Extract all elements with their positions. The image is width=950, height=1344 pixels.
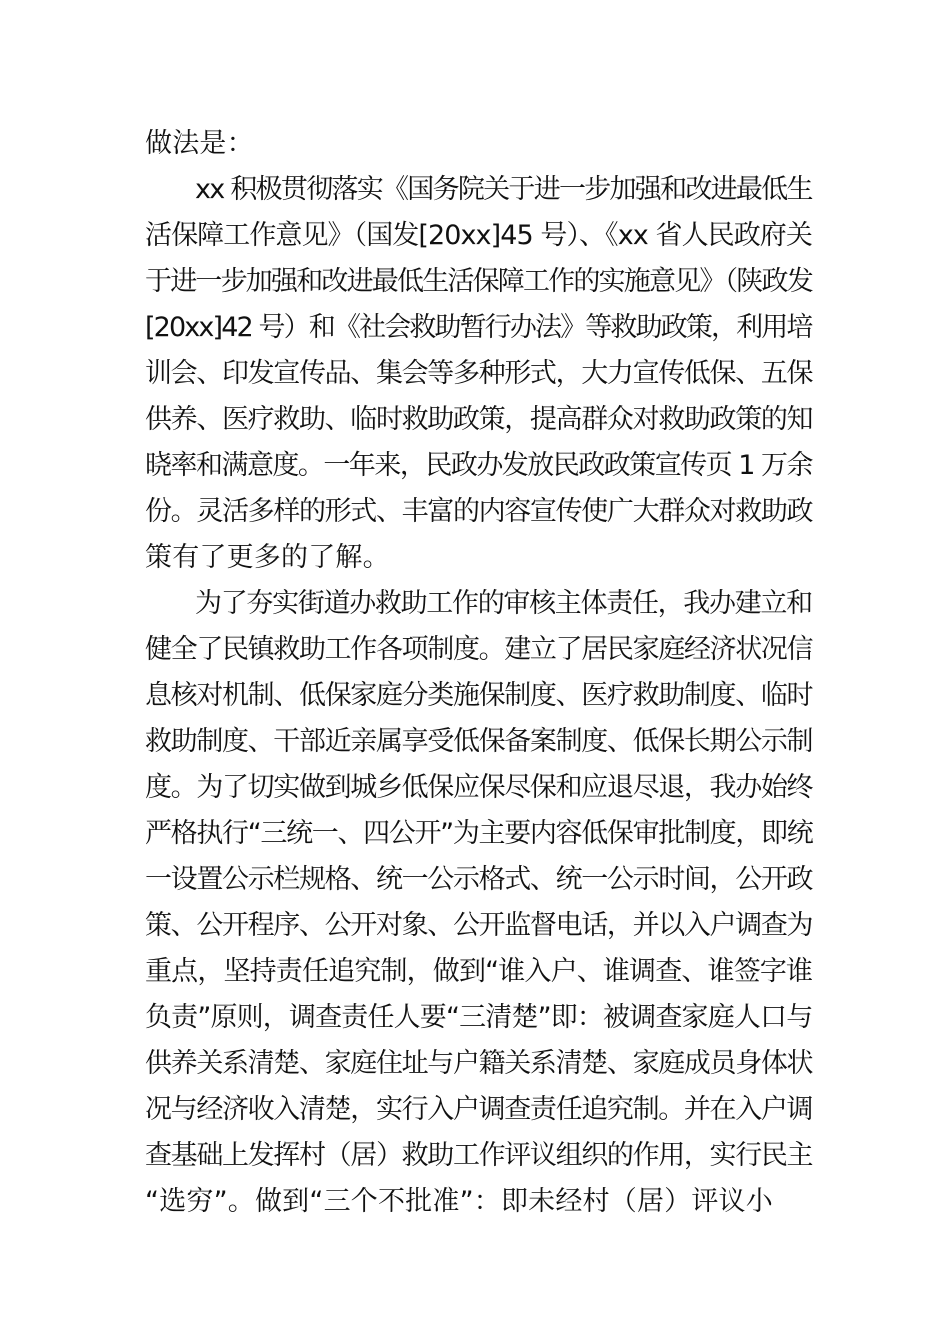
text-line: 况与经济收入清楚，实行入户调查责任追究制。并在入户调 [145, 1094, 813, 1125]
text-line: 份。灵活多样的形式、丰富的内容宣传使广大群众对救助政 [145, 496, 813, 527]
text-line: 供养、医疗救助、临时救助政策，提高群众对救助政策的知 [145, 404, 813, 435]
text-line: 健全了民镇救助工作各项制度。建立了居民家庭经济状况信 [145, 634, 813, 665]
text-line: 晓率和满意度。一年来，民政办发放民政政策宣传页 1 万余 [145, 450, 812, 481]
text-line: 训会、印发宣传品、集会等多种形式，大力宣传低保、五保 [145, 358, 813, 389]
text-line: 息核对机制、低保家庭分类施保制度、医疗救助制度、临时 [145, 680, 813, 711]
text-line: [20xx]42 号）和《社会救助暂行办法》等救助政策，利用培 [145, 312, 812, 343]
text-line: 于进一步加强和改进最低生活保障工作的实施意见》（陕政发 [145, 266, 812, 297]
text-line: 重点，坚持责任追究制，做到“谁入户、谁调查、谁签字谁 [145, 956, 813, 987]
text-line: 严格执行“三统一、四公开”为主要内容低保审批制度，即统 [145, 818, 813, 849]
text-line: 度。为了切实做到城乡低保应保尽保和应退尽退，我办始终 [145, 772, 813, 803]
text-line: 一设置公示栏规格、统一公示格式、统一公示时间，公开政 [145, 864, 813, 895]
text-line: 策、公开程序、公开对象、公开监督电话，并以入户调查为 [145, 910, 813, 941]
text-line: 负责”原则，调查责任人要“三清楚”即：被调查家庭人口与 [145, 1002, 813, 1033]
paragraph-start-line: 为了夯实街道办救助工作的审核主体责任，我办建立和 [195, 588, 812, 619]
text-line: 策有了更多的了解。 [145, 542, 390, 573]
text-line: “选穷”。做到“三个不批准”：即未经村（居）评议小 [145, 1186, 773, 1217]
text-line: 做法是： [145, 128, 254, 159]
text-line: 查基础上发挥村（居）救助工作评议组织的作用，实行民主 [145, 1140, 813, 1171]
text-line: 活保障工作意见》（国发[20xx]45 号）、《xx 省人民政府关 [145, 220, 812, 251]
text-line: 供养关系清楚、家庭住址与户籍关系清楚、家庭成员身体状 [145, 1048, 813, 1079]
text-line: 救助制度、干部近亲属享受低保备案制度、低保长期公示制 [145, 726, 813, 757]
paragraph-start-line: xx 积极贯彻落实《国务院关于进一步加强和改进最低生 [195, 174, 812, 205]
